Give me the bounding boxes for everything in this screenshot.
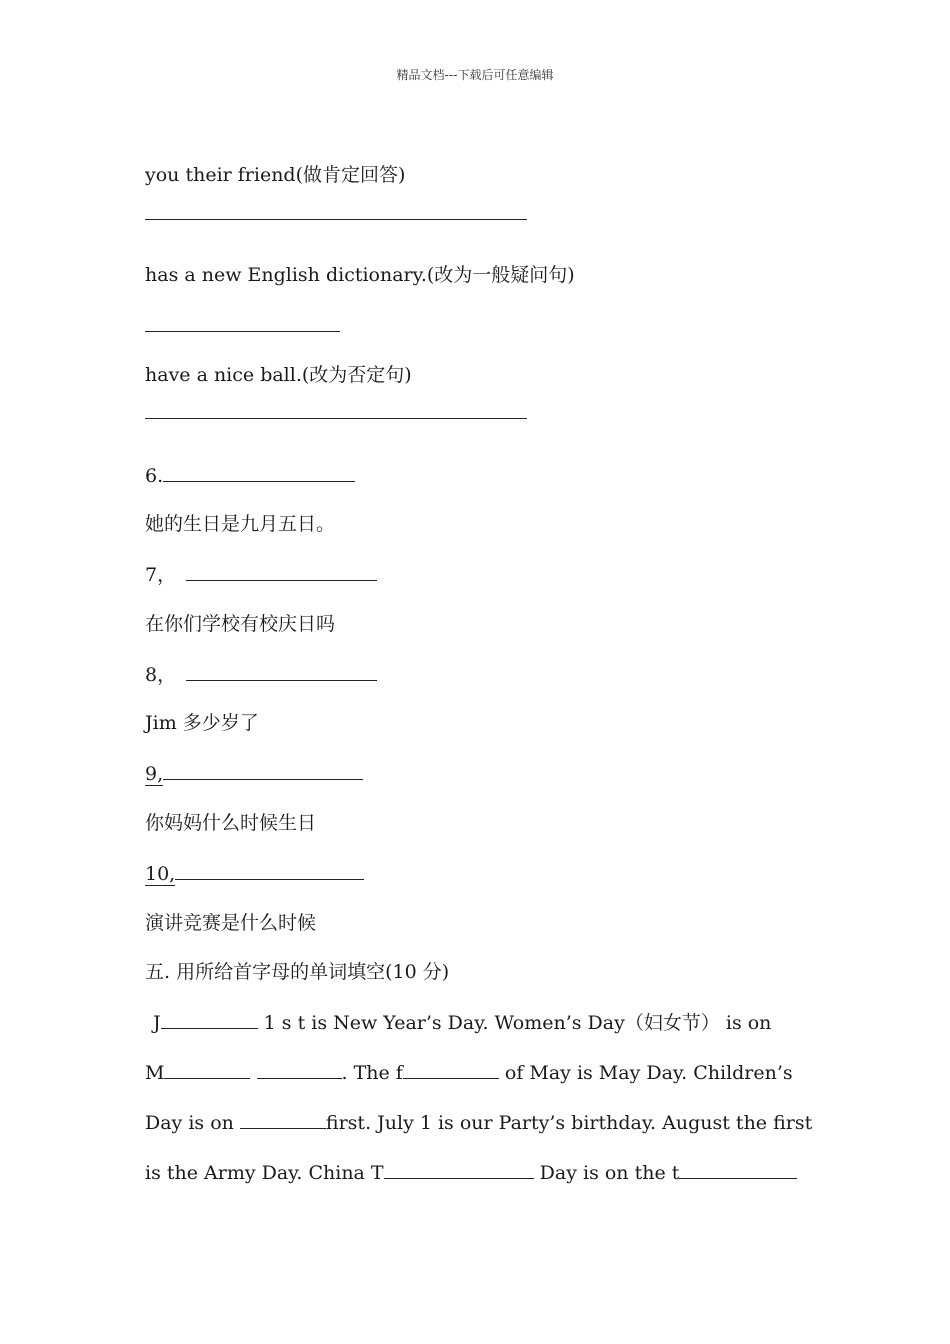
translation-item-10 <box>145 861 364 886</box>
page-header: 精品文档---下载后可任意编辑 <box>396 68 554 82</box>
translation-prompt-9: 你妈妈什么时候生日 <box>145 812 317 834</box>
fill-blank[interactable] <box>240 1110 326 1129</box>
translation-prompt-7: 在你们学校有校庆日吗 <box>145 613 336 635</box>
fill-blank[interactable] <box>257 1060 342 1079</box>
answer-blank[interactable] <box>163 761 363 780</box>
fill-blank[interactable] <box>403 1060 499 1079</box>
answer-blank[interactable] <box>163 463 355 482</box>
fill-paragraph-line-2: M . The f of May is May Day. Children’s <box>145 1062 793 1084</box>
answer-blank[interactable] <box>186 562 377 581</box>
item-number: 9, <box>145 763 164 785</box>
translation-prompt-6: 她的生日是九月五日。 <box>145 513 336 535</box>
item-number: 8， <box>145 664 177 686</box>
answer-line-4[interactable] <box>145 331 340 332</box>
question-4-text: has a new English dictionary.(改为一般疑问句) <box>145 264 575 286</box>
fill-paragraph-line-1: J 1 s t is New Year’s Day. Women’s Day（妇女节） is on <box>153 1012 772 1034</box>
translation-item-9 <box>145 761 363 786</box>
fill-blank[interactable] <box>384 1160 534 1179</box>
fill-blank[interactable] <box>679 1160 797 1179</box>
question-3-text: you their friend(做肯定回答) <box>145 164 406 186</box>
translation-item-8 <box>145 662 377 687</box>
item-number: 10, <box>145 863 176 885</box>
fill-paragraph-line-3: Day is on first. July 1 is our Party’s birthday. August the first <box>145 1112 813 1134</box>
fill-blank[interactable] <box>164 1060 250 1079</box>
answer-line-5[interactable] <box>145 418 527 419</box>
item-number: 7， <box>145 564 177 586</box>
translation-prompt-8: Jim 多少岁了 <box>145 712 259 734</box>
translation-item-7 <box>145 562 377 587</box>
answer-blank[interactable] <box>175 861 364 880</box>
item-number: 6. <box>145 465 164 487</box>
question-5-text: have a nice ball.(改为否定句) <box>145 364 412 386</box>
section-5-title: 五. 用所给首字母的单词填空(10 分) <box>145 961 450 983</box>
fill-paragraph-line-4: is the Army Day. China T Day is on the t <box>145 1160 797 1185</box>
answer-blank[interactable] <box>186 662 377 681</box>
translation-prompt-10: 演讲竞赛是什么时候 <box>145 912 317 934</box>
answer-line-3[interactable] <box>145 219 527 220</box>
translation-item-6 <box>145 463 355 488</box>
fill-blank[interactable] <box>161 1010 258 1029</box>
